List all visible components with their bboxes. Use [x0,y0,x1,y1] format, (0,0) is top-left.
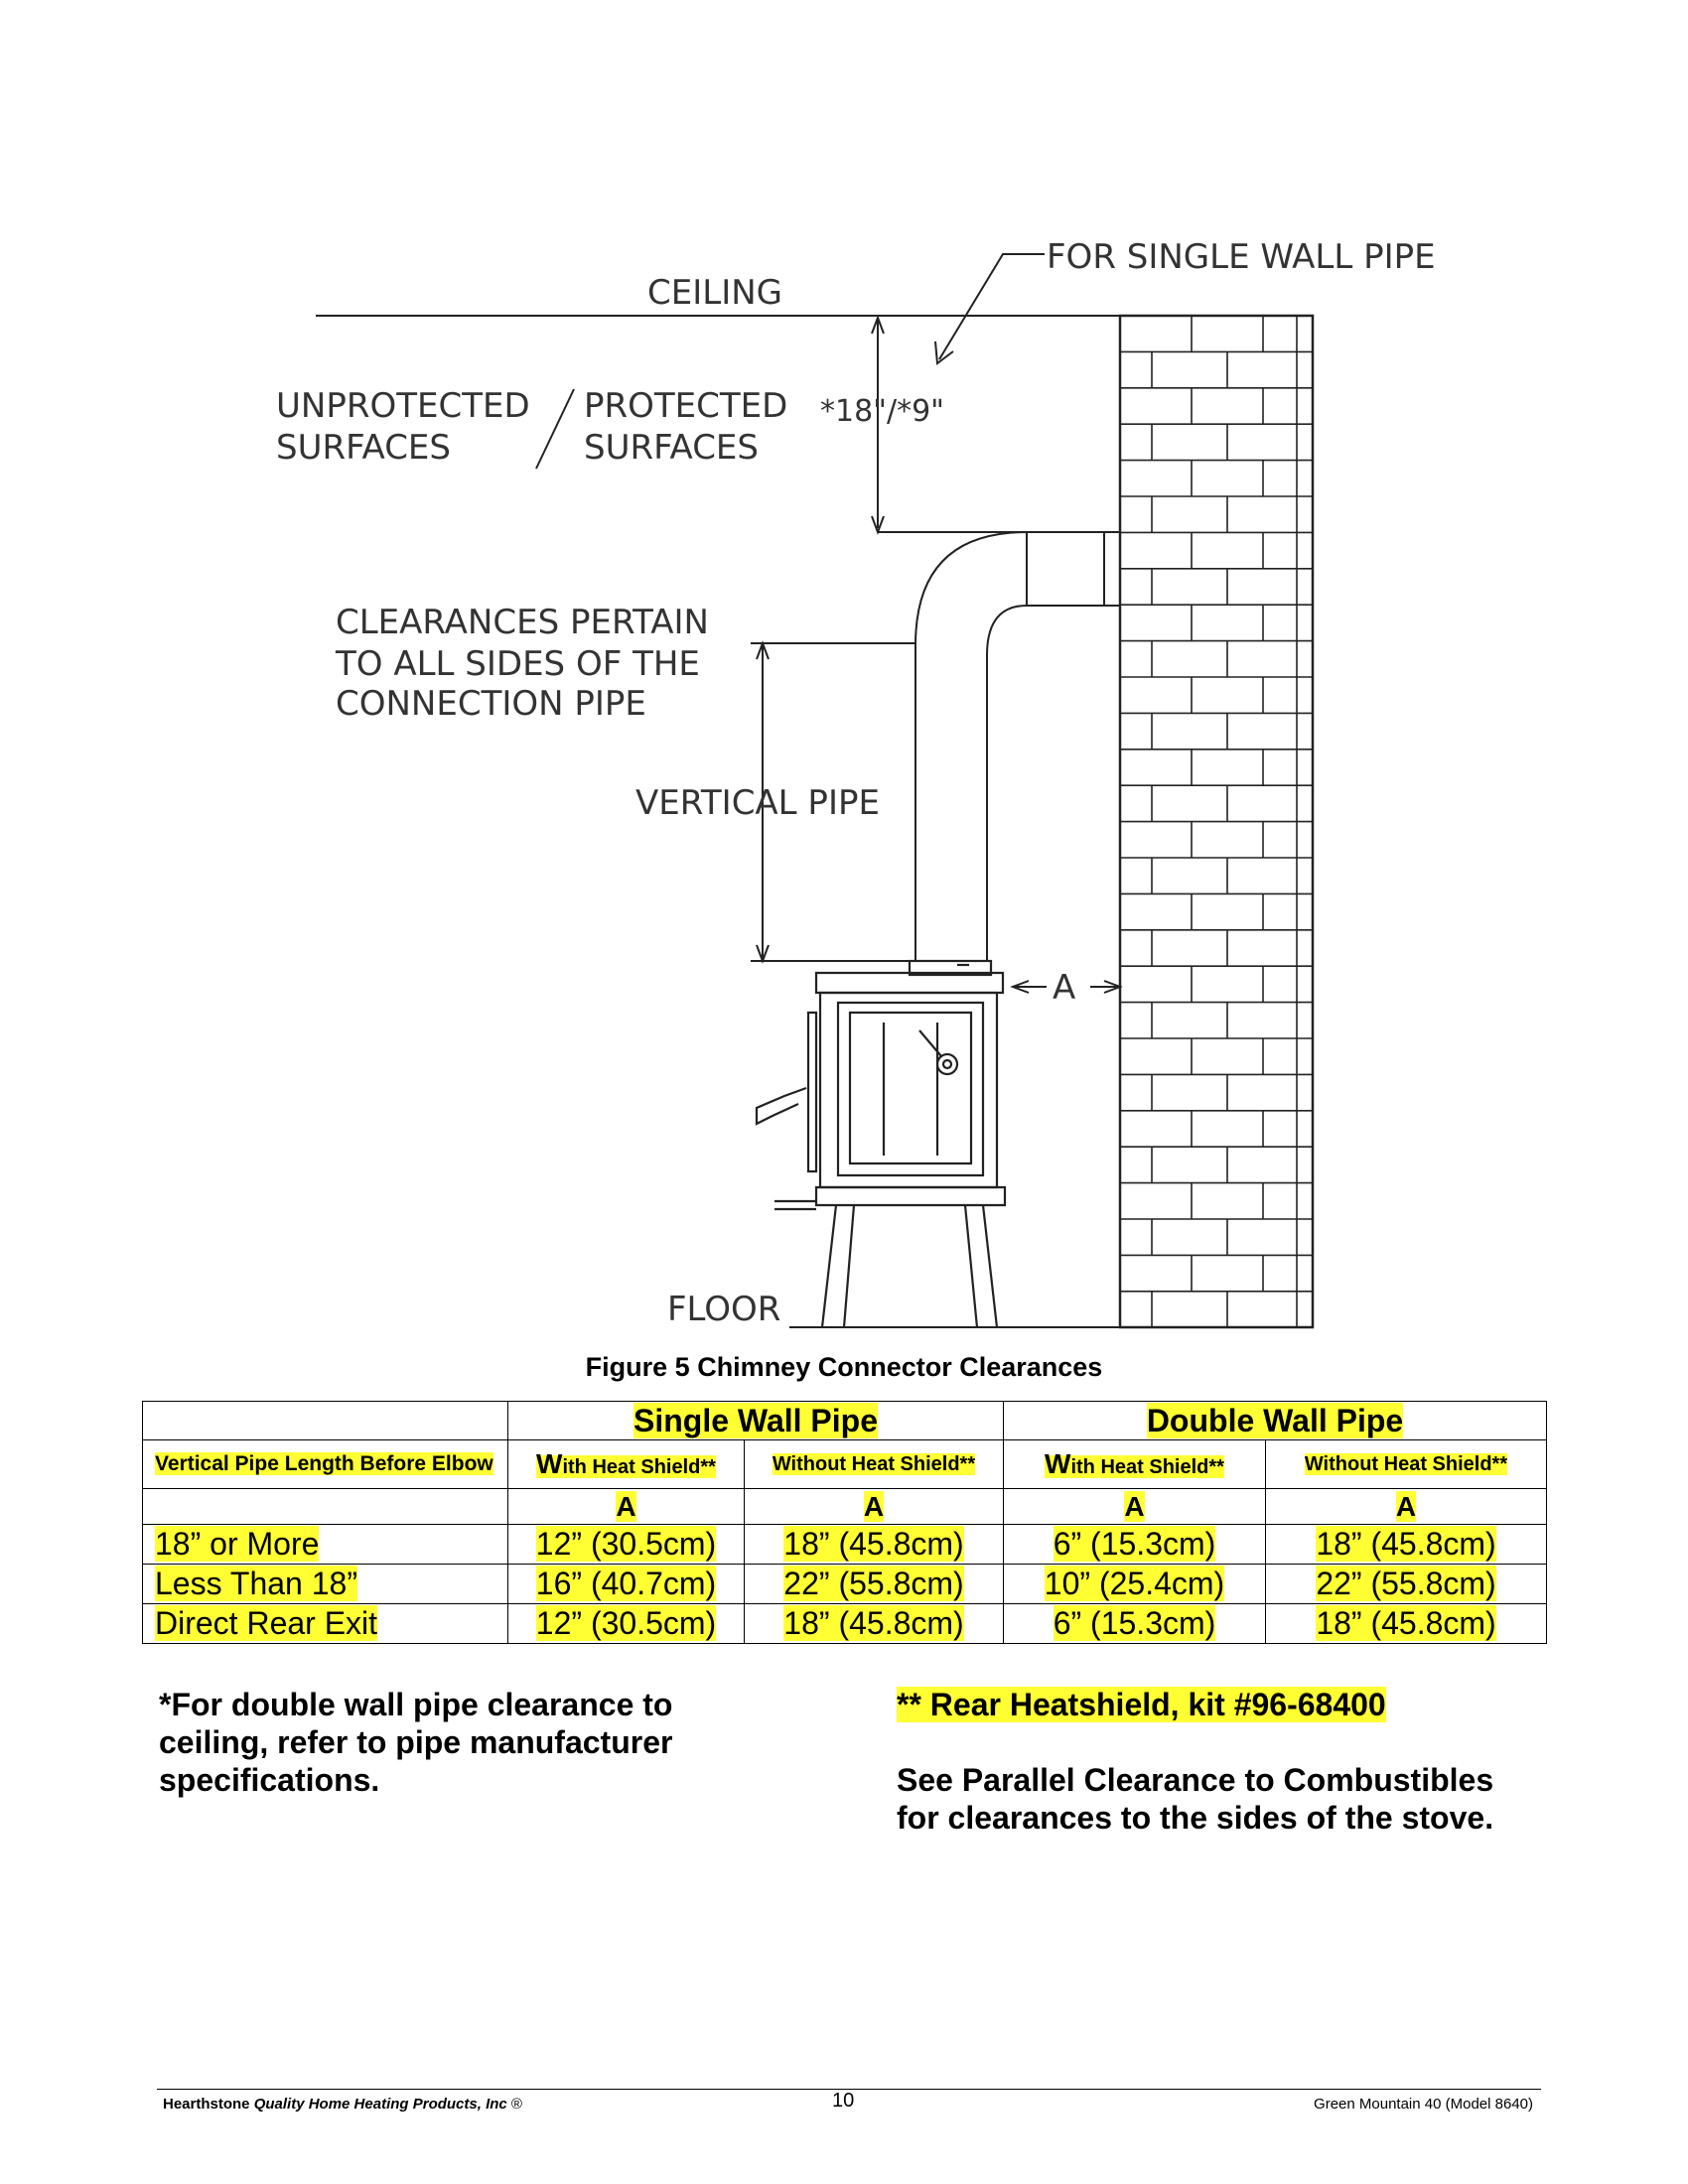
clearances-pertain-note: CLEARANCES PERTAIN [336,603,709,642]
single-wall-pipe-header: Single Wall Pipe [508,1402,1004,1440]
table-cell: 18” (45.8cm) [745,1604,1004,1644]
vertical-pipe-label: VERTICAL PIPE [635,783,880,823]
row-label: Less Than 18” [143,1565,508,1604]
figure-caption: Figure 5 Chimney Connector Clearances [585,1352,1103,1382]
row-label: 18” or More [143,1525,508,1565]
table-row [143,1565,1547,1604]
single-wall-pipe-note: FOR SINGLE WALL PIPE [1047,237,1436,277]
empty-corner-cell [143,1402,508,1440]
footer-company: Hearthstone Quality Home Heating Products, Inc ® [163,2096,522,2113]
double-without-heat-shield-header: Without Heat Shield** [1266,1440,1547,1489]
a-label-cell: A [1004,1489,1266,1525]
table-cell: 18” (45.8cm) [1266,1604,1547,1644]
stove-illustration [757,961,1005,1327]
clearance-table [142,1401,1547,1644]
ceiling-clearance-label: *18"/*9" [820,394,944,429]
rear-heatshield-kit-note: ** Rear Heatshield, kit #96-68400 [897,1687,1386,1722]
table-cell: 12” (30.5cm) [508,1604,745,1644]
table-cell: 6” (15.3cm) [1004,1525,1266,1565]
double-wall-ceiling-note: *For double wall pipe clearance to ceiling, refer to pipe manufacturer specifications. [159,1687,673,1798]
table-group-header-row [143,1402,1547,1440]
single-without-heat-shield-header: Without Heat Shield** [745,1440,1004,1489]
unprotected-surfaces-label: UNPROTECTED [276,386,530,426]
table-row [143,1604,1547,1644]
a-label-cell: A [508,1489,745,1525]
protected-surfaces-label: PROTECTED [584,386,788,426]
clearances-pertain-note-2: TO ALL SIDES OF THE [336,644,700,684]
unprotected-surfaces-label-2: SURFACES [276,428,451,468]
brick-pattern [1120,316,1313,1327]
table-row [143,1525,1547,1565]
double-wall-pipe-header: Double Wall Pipe [1004,1402,1547,1440]
dimension-a-label: A [1053,968,1076,1008]
table-cell: 22” (55.8cm) [1266,1565,1547,1604]
table-cell: 12” (30.5cm) [508,1525,745,1565]
floor-label: FLOOR [667,1290,781,1329]
ceiling-label: CEILING [647,273,782,313]
table-cell: 16” (40.7cm) [508,1565,745,1604]
clearances-pertain-note-3: CONNECTION PIPE [336,684,646,724]
footer-model: Green Mountain 40 (Model 8640) [1314,2096,1533,2113]
row-label: Direct Rear Exit [143,1604,508,1644]
protected-surfaces-label-2: SURFACES [584,428,759,468]
a-label-cell: A [745,1489,1004,1525]
table-cell: 10” (25.4cm) [1004,1565,1266,1604]
table-cell: 22” (55.8cm) [745,1565,1004,1604]
dimension-a-row [143,1489,1547,1525]
table-subheader-row [143,1440,1547,1489]
table-cell: 18” (45.8cm) [745,1525,1004,1565]
table-cell: 6” (15.3cm) [1004,1604,1266,1644]
single-with-heat-shield-header: With Heat Shield** [508,1440,745,1489]
page-number: 10 [832,2090,855,2112]
row-header-label: Vertical Pipe Length Before Elbow [143,1440,508,1489]
table-cell: 18” (45.8cm) [1266,1525,1547,1565]
a-label-cell: A [1266,1489,1547,1525]
double-with-heat-shield-header: With Heat Shield** [1004,1440,1266,1489]
parallel-clearance-note: See Parallel Clearance to Combustibles for clearances to the sides of the stove. [897,1762,1494,1836]
